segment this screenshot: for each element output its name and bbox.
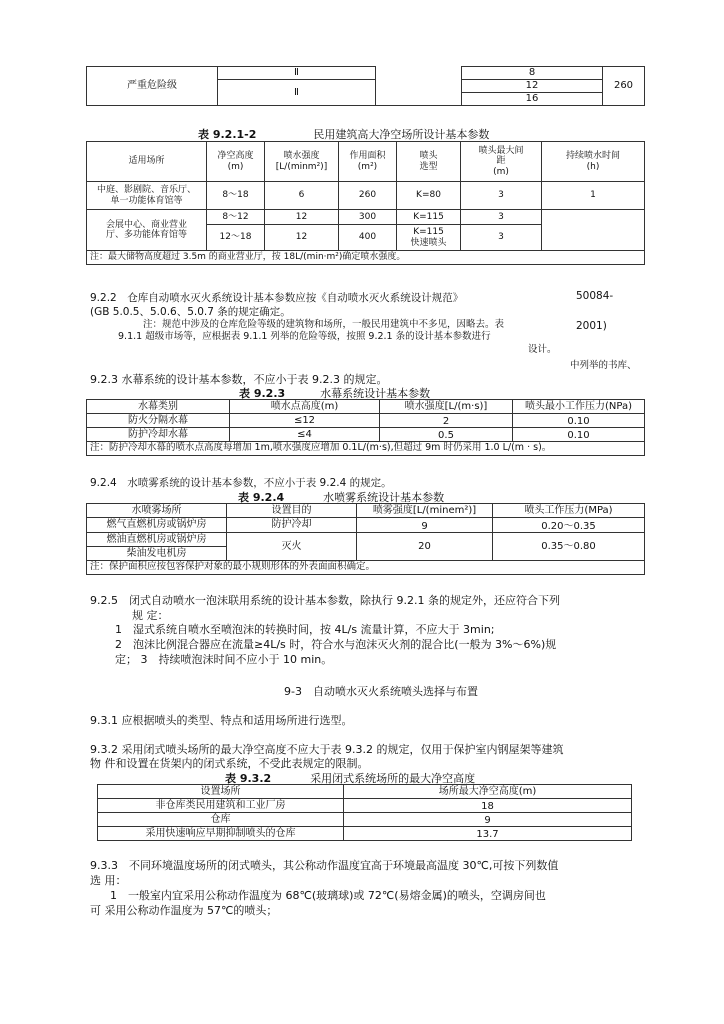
cell: 8 <box>462 67 603 80</box>
header-cell: 设置目的 <box>227 504 357 518</box>
sec933-line2: 选 用： <box>90 874 127 887</box>
header-cell: 持续喷水时间 (h) <box>542 142 645 182</box>
table-932 <box>97 784 632 841</box>
sec922-line1b: 50084- <box>576 290 614 302</box>
sec922-note4: 中列举的书库、 <box>570 360 637 371</box>
cell: 防护冷却水幕 <box>87 428 230 442</box>
cell: 非仓库类民用建筑和工业厂房 <box>98 799 344 813</box>
sec925-line1: 9.2.5 闭式自动喷水一泡沫联用系统的设计基本参数，除执行 9.2.1 条的规定外，还应符合下列 <box>90 594 560 607</box>
cell: 12～18 <box>207 225 265 251</box>
cell <box>376 80 462 93</box>
cell: 260 <box>603 67 645 106</box>
cell: 0.10 <box>513 428 645 442</box>
cell: 3 <box>461 210 542 225</box>
cell: 燃气直燃机房或锅炉房 <box>87 518 227 533</box>
cell: 0.5 <box>380 428 513 442</box>
table-note: 注：最大储物高度超过 3.5m 的商业营业厅，按 18L/(min·m²)确定喷水强度。 <box>87 251 645 265</box>
cell: 18 <box>344 799 632 813</box>
table-note: 注：保护面积应按包容保护对象的最小规则形体的外表面面积确定。 <box>87 561 645 575</box>
header-cell: 水喷雾场所 <box>87 504 227 518</box>
table-9212-caption <box>198 126 489 142</box>
cell: 0.20～0.35 <box>493 518 645 533</box>
cell: 13.7 <box>344 827 632 841</box>
cell: 燃油直燃机房或锅炉房 <box>87 533 227 547</box>
sec925-line5: 定； 3 持续喷泡沫时间不应小于 10 min。 <box>115 653 333 666</box>
sec933-line3: 1 一般室内宜采用公称动作温度为 68℃(玻璃球)或 72℃(易熔金属)的喷头，空调房间也 <box>110 889 546 902</box>
sec925-line3: 1 湿式系统自喷水至喷泡沫的转换时间，按 4L/s 流量计算，不应大于 3min; <box>115 623 495 636</box>
header-cell: 喷水强度 [L/(minm²)] <box>265 142 339 182</box>
header-cell: 喷雾强度[L/(minem²)] <box>357 504 493 518</box>
cell: 20 <box>357 533 493 561</box>
header-cell: 设置场所 <box>98 785 344 799</box>
cell: 3 <box>461 225 542 251</box>
table-923 <box>86 399 645 456</box>
cell: 8～12 <box>207 210 265 225</box>
section-heading: 9-3 自动喷水灭火系统喷头选择与布置 <box>284 685 478 698</box>
table-number: 表 9.2.4 <box>238 491 285 504</box>
header-cell: 场所最大净空高度(m) <box>344 785 632 799</box>
sec933-line1: 9.3.3 不同环境温度场所的闭式喷头，其公称动作温度宜高于环境最高温度 30℃,可按下列数值 <box>90 859 559 872</box>
table-title: 水喷雾系统设计基本参数 <box>323 491 445 504</box>
sec924-text: 9.2.4 水喷雾系统的设计基本参数，不应小于表 9.2.4 的规定。 <box>90 477 392 489</box>
cell: 9 <box>357 518 493 533</box>
cell: 300 <box>339 210 397 225</box>
header-cell: 喷头最大间 距 (m) <box>461 142 542 182</box>
cell: 柴油发电机房 <box>87 547 227 561</box>
sec922-note2: 9.1.1 超级市场等，应根据表 9.1.1 列举的危险等级，按照 9.2.1 条的设计基本参数进行 <box>118 331 491 342</box>
header-cell: 水幕类别 <box>87 400 230 414</box>
cell: K=115 <box>397 210 461 225</box>
table-9212 <box>86 141 645 265</box>
header-cell: 喷水点高度(m) <box>230 400 380 414</box>
table-title: 采用闭式系统场所的最大净空高度 <box>310 772 476 785</box>
cell: 12 <box>265 225 339 251</box>
table-title: 民用建筑高大净空场所设计基本参数 <box>313 128 490 141</box>
top-table <box>86 66 645 106</box>
sec922-note1b: 2001) <box>576 320 607 332</box>
cell: 12 <box>265 210 339 225</box>
cell: 中庭、影剧院、音乐厅、 单一功能体育馆等 <box>87 182 207 210</box>
cell: 6 <box>265 182 339 210</box>
cell: 会展中心、商业营业 厅、多功能体育馆等 <box>87 210 207 251</box>
sec922-note3: 设计。 <box>528 344 557 355</box>
cell: 0.35～0.80 <box>493 533 645 561</box>
sec933-line4: 可 采用公称动作温度为 57℃的喷头； <box>90 904 278 917</box>
sec922-line1: 9.2.2 仓库自动喷水灭火系统设计基本参数应按《自动喷水灭火系统设计规范》 <box>90 292 464 304</box>
cell: 16 <box>462 93 603 106</box>
cell: ≤12 <box>230 414 380 428</box>
header-cell: 净空高度 (m) <box>207 142 265 182</box>
cell: K=115 快速喷头 <box>397 225 461 251</box>
cell <box>376 67 462 80</box>
cell: 0.10 <box>513 414 645 428</box>
cell: K=80 <box>397 182 461 210</box>
cell: 严重危险级 <box>87 67 218 106</box>
sec922-line2: (GB 5.0.5、5.0.6、5.0.7 条的规定确定。 <box>90 306 291 318</box>
cell: 9 <box>344 813 632 827</box>
header-cell: 适用场所 <box>87 142 207 182</box>
table-number: 表 9.2.1-2 <box>198 128 257 141</box>
cell <box>376 93 462 106</box>
cell: 1 <box>542 182 645 210</box>
sec925-line2: 规 定： <box>132 609 169 622</box>
sec923-text: 9.2.3 水幕系统的设计基本参数，不应小于表 9.2.3 的规定。 <box>90 373 388 386</box>
table-924 <box>86 503 645 575</box>
table-note: 注：防护冷却水幕的喷水点高度每增加 1m,喷水强度应增加 0.1L/(m·s),但超过 9m 时仍采用 1.0 L/(m · s)。 <box>87 442 645 456</box>
table-number: 表 9.3.2 <box>225 772 272 785</box>
header-cell: 喷头最小工作压力(NPa) <box>513 400 645 414</box>
cell: Ⅱ <box>218 80 376 106</box>
cell: Ⅱ <box>218 67 376 80</box>
cell: 3 <box>461 182 542 210</box>
cell: 防火分隔水幕 <box>87 414 230 428</box>
cell: 灭火 <box>227 533 357 561</box>
header-cell: 作用面积 (m²) <box>339 142 397 182</box>
cell: 8～18 <box>207 182 265 210</box>
header-cell: 喷头 选型 <box>397 142 461 182</box>
header-cell: 喷水强度[L/(m·s)] <box>380 400 513 414</box>
cell: 仓库 <box>98 813 344 827</box>
table-number: 表 9.2.3 <box>239 387 286 400</box>
sec925-line4: 2 泡沫比例混合器应在流量≥4L/s 时，符合水与泡沫灭火剂的混合比(一般为 3%～6%)规 <box>115 638 557 651</box>
cell <box>542 210 645 251</box>
cell: ≤4 <box>230 428 380 442</box>
sec932-line1: 9.3.2 采用闭式喷头场所的最大净空高度不应大于表 9.3.2 的规定，仅用于保护室内钢屋架等建筑 <box>90 743 564 756</box>
cell: 400 <box>339 225 397 251</box>
cell: 12 <box>462 80 603 93</box>
table-title: 水幕系统设计基本参数 <box>320 387 431 400</box>
cell: 防护冷却 <box>227 518 357 533</box>
cell: 2 <box>380 414 513 428</box>
sec931: 9.3.1 应根据喷头的类型、特点和适用场所进行选型。 <box>90 714 353 727</box>
cell: 260 <box>339 182 397 210</box>
header-cell: 喷头工作压力(MPa) <box>493 504 645 518</box>
sec932-line2: 物 件和设置在货架内的闭式系统，不受此表规定的限制。 <box>90 757 369 770</box>
sec922-note1: 注：规范中涉及的仓库危险等级的建筑物和场所，一般民用建筑中不多见，因略去。表 <box>143 319 505 330</box>
cell: 采用快速响应早期抑制喷头的仓库 <box>98 827 344 841</box>
